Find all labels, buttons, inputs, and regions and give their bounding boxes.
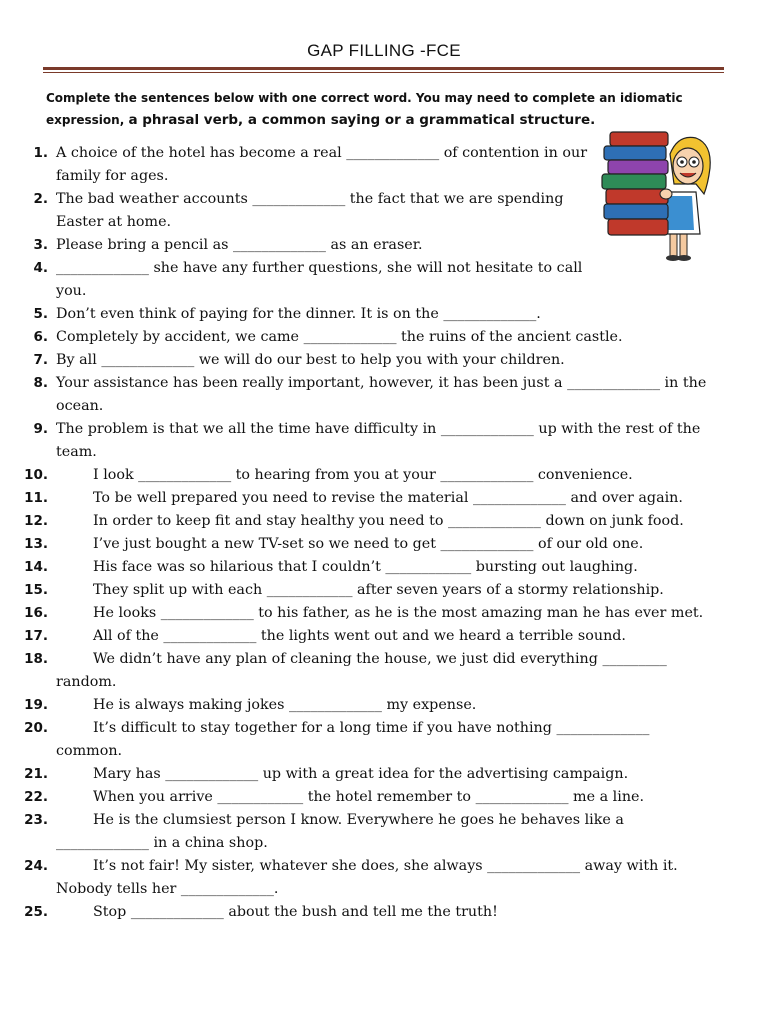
list-item <box>0 464 768 487</box>
item-number: 6. <box>33 329 48 345</box>
item-text: His face was so hilarious that I couldn’t ____________ bursting out laughing. <box>93 559 638 575</box>
list-item <box>0 694 768 717</box>
item-number: 25. <box>24 904 48 920</box>
item-text: Stop _____________ about the bush and tell me the truth! <box>93 904 498 920</box>
item-number: 10. <box>24 467 48 483</box>
list-item <box>0 303 768 326</box>
item-number: 5. <box>33 306 48 322</box>
item-text: I look _____________ to hearing from you at your _____________ convenience. <box>93 467 633 483</box>
item-text: They split up with each ____________ after seven years of a stormy relationship. <box>93 582 664 598</box>
item-text: I’ve just bought a new TV-set so we need to get _____________ of our old one. <box>93 536 644 552</box>
list-item <box>0 901 768 924</box>
instructions-text-large: a phrasal verb, a common saying or a grammatical structure. <box>128 112 596 128</box>
list-item <box>0 602 768 625</box>
item-text: When you arrive ____________ the hotel remember to _____________ me a line. <box>93 789 645 805</box>
item-number: 23. <box>24 812 48 828</box>
item-text: Please bring a pencil as _____________ as an eraser. <box>56 237 423 253</box>
item-text: In order to keep fit and stay healthy you need to _____________ down on junk food. <box>93 513 684 529</box>
item-number: 19. <box>24 697 48 713</box>
list-item <box>0 625 768 648</box>
item-number: 3. <box>33 237 48 253</box>
item-number: 20. <box>24 720 48 736</box>
item-text: He looks _____________ to his father, as he is the most amazing man he has ever met. <box>93 605 704 621</box>
title-divider <box>43 67 724 70</box>
list-item <box>0 717 768 763</box>
item-number: 4. <box>33 260 48 276</box>
list-item <box>0 510 768 533</box>
item-text: Your assistance has been really important, however, it has been just a _____________ in the ocean. <box>56 375 707 414</box>
item-number: 12. <box>24 513 48 529</box>
page-title: GAP FILLING -FCE <box>307 41 461 60</box>
item-number: 15. <box>24 582 48 598</box>
item-number: 24. <box>24 858 48 874</box>
item-number: 18. <box>24 651 48 667</box>
item-text: It’s difficult to stay together for a long time if you have nothing _____________ common. <box>56 720 650 759</box>
list-item <box>0 372 768 418</box>
list-item <box>0 763 768 786</box>
list-item <box>0 786 768 809</box>
item-text: To be well prepared you need to revise the material _____________ and over again. <box>93 490 683 506</box>
list-item <box>0 349 768 372</box>
item-number: 17. <box>24 628 48 644</box>
question-list <box>0 142 768 924</box>
list-item <box>0 257 768 303</box>
item-text: By all _____________ we will do our best to help you with your children. <box>56 352 565 368</box>
instructions-text: Complete the sentences below with one correct word. You may need to complete an idiomatic expression, <box>46 91 683 127</box>
item-text: It’s not fair! My sister, whatever she does, she always _____________ away with it. Nobody tells her _____________. <box>56 858 678 897</box>
item-number: 9. <box>33 421 48 437</box>
item-number: 21. <box>24 766 48 782</box>
item-text: He is always making jokes _____________ my expense. <box>93 697 477 713</box>
item-text: We didn’t have any plan of cleaning the house, we just did everything _________ random. <box>56 651 667 690</box>
list-item <box>0 809 768 855</box>
item-number: 2. <box>33 191 48 207</box>
item-number: 22. <box>24 789 48 805</box>
item-number: 11. <box>24 490 48 506</box>
list-item <box>0 418 768 464</box>
item-text: All of the _____________ the lights went out and we heard a terrible sound. <box>93 628 626 644</box>
item-number: 16. <box>24 605 48 621</box>
list-item <box>0 487 768 510</box>
item-number: 14. <box>24 559 48 575</box>
list-item <box>0 188 768 234</box>
item-text: Mary has _____________ up with a great idea for the advertising campaign. <box>93 766 629 782</box>
item-text: _____________ she have any further questions, she will not hesitate to call you. <box>56 260 583 299</box>
item-text: The problem is that we all the time have difficulty in _____________ up with the rest of the team. <box>56 421 701 460</box>
item-text: Don’t even think of paying for the dinner. It is on the _____________. <box>56 306 541 322</box>
item-text: Completely by accident, we came _____________ the ruins of the ancient castle. <box>56 329 623 345</box>
item-text: A choice of the hotel has become a real _____________ of contention in our family for ages. <box>56 145 588 184</box>
item-text: He is the clumsiest person I know. Everywhere he goes he behaves like a _____________ in a china shop. <box>56 812 624 851</box>
title-divider-thin <box>43 72 724 73</box>
list-item <box>0 556 768 579</box>
list-item <box>0 326 768 349</box>
list-item <box>0 855 768 901</box>
list-item <box>0 579 768 602</box>
item-number: 1. <box>33 145 48 161</box>
list-item <box>0 648 768 694</box>
item-text: The bad weather accounts _____________ the fact that we are spending Easter at home. <box>56 191 564 230</box>
list-item <box>0 234 768 257</box>
list-item <box>0 533 768 556</box>
item-number: 7. <box>33 352 48 368</box>
list-item <box>0 142 768 188</box>
item-number: 8. <box>33 375 48 391</box>
item-number: 13. <box>24 536 48 552</box>
